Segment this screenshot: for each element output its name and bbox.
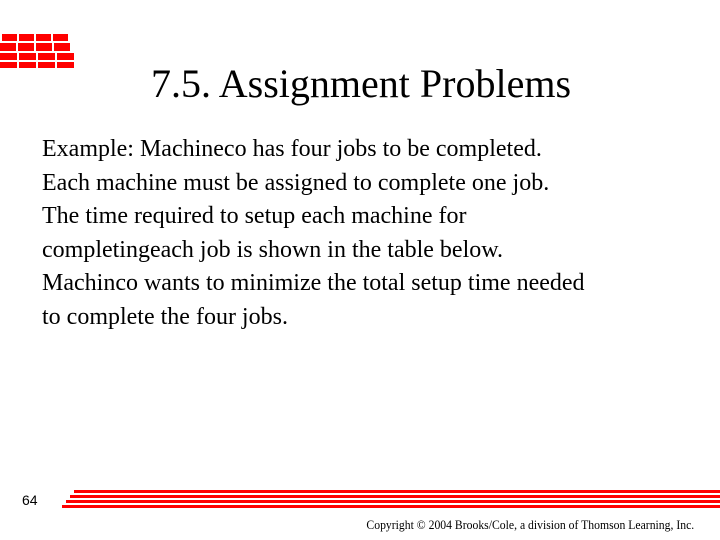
slide-body [42,133,712,334]
slide-number: 64 [22,492,38,508]
body-line: to complete the four jobs. [42,303,288,330]
slide-title [0,58,720,110]
body-line: Machinco wants to minimize the total setup time needed [42,270,585,296]
body-line: Example: Machineco has four jobs to be completed. [42,136,542,162]
body-line: Each machine must be assigned to complete one job. [42,169,550,196]
slide-title-text: 7.5. Assignment Problems [150,61,572,106]
copyright-notice: Copyright © 2004 Brooks/Cole, a division of Thomson Learning, Inc. [366,517,694,532]
red-footer-bars [62,490,720,514]
body-line: The time required to setup each machine for [42,203,467,229]
body-line: completingeach job is shown in the table below. [42,236,504,263]
